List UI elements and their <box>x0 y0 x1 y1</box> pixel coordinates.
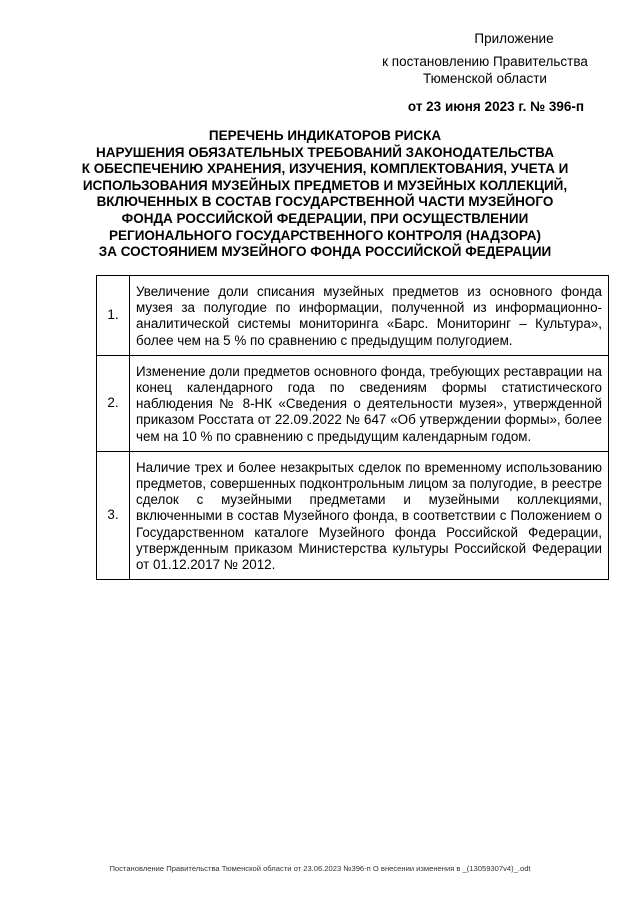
row-number: 1. <box>97 276 130 356</box>
table-row <box>97 451 609 579</box>
document-title <box>55 128 595 261</box>
table-row <box>97 355 609 451</box>
title-line: ИСПОЛЬЗОВАНИЯ МУЗЕЙНЫХ ПРЕДМЕТОВ И МУЗЕЙНЫХ КОЛЛЕКЦИЙ, <box>82 177 568 193</box>
title-line: НАРУШЕНИЯ ОБЯЗАТЕЛЬНЫХ ТРЕБОВАНИЙ ЗАКОНОДАТЕЛЬСТВА <box>96 144 554 160</box>
title-line: ФОНДА РОССИЙСКОЙ ФЕДЕРАЦИИ, ПРИ ОСУЩЕСТВЛЕНИИ <box>121 210 529 226</box>
row-number: 3. <box>97 451 130 579</box>
page-footer: Постановление Правительства Тюменской области от 23.06.2023 №396-п О внесении изменения в _(13059307v4)_.odt <box>109 864 531 873</box>
row-text: Наличие трех и более незакрытых сделок по временному использованию предметов, совершенных подконтрольным лицом за полугодие, в реестре сделок с музейными предметами и музейными коллекциями, включенными в состав Музейного фонда, в соответствии с Положением о Государственном каталоге Музейного фонда Российской Федерации, утвержденным приказом Министерства культуры Российской Федерации от 01.12.2017 № 2012. <box>130 451 609 579</box>
appendix-resolution-line: к постановлению Правительства <box>382 53 588 69</box>
title-line: ВКЛЮЧЕННЫХ В СОСТАВ ГОСУДАРСТВЕННОЙ ЧАСТИ МУЗЕЙНОГО <box>96 194 554 210</box>
appendix-header <box>360 30 610 115</box>
title-line: К ОБЕСПЕЧЕНИЮ ХРАНЕНИЯ, ИЗУЧЕНИЯ, КОМПЛЕКТОВАНИЯ, УЧЕТА И <box>81 161 569 177</box>
row-text: Изменение доли предметов основного фонда, требующих реставрации на конец календарного года по сведениям формы статистического наблюдения № 8-НК «Сведения о деятельности музея», утвержденной приказом Росстата от 22.09.2022 № 647 «Об утверждении формы», более чем на 10 % по сравнению с предыдущим календарным годом. <box>130 355 609 451</box>
title-line: ЗА СОСТОЯНИЕМ МУЗЕЙНОГО ФОНДА РОССИЙСКОЙ ФЕДЕРАЦИИ <box>98 244 552 260</box>
row-number: 2. <box>97 355 130 451</box>
row-text: Увеличение доли списания музейных предметов из основного фонда музея за полугодие по информации, полученной из информационно-аналитической системы мониторинга «Барс. Мониторинг – Культура», более чем на 5 % по сравнению с предыдущим полугодием. <box>130 276 609 356</box>
appendix-region-line: Тюменской области <box>423 71 547 86</box>
title-line: ПЕРЕЧЕНЬ ИНДИКАТОРОВ РИСКА <box>208 128 442 143</box>
title-line: РЕГИОНАЛЬНОГО ГОСУДАРСТВЕННОГО КОНТРОЛЯ (НАДЗОРА) <box>109 227 541 243</box>
appendix-label: Приложение <box>474 31 554 46</box>
table-row <box>97 276 609 356</box>
appendix-date-number: от 23 июня 2023 г. № 396-п <box>407 98 585 114</box>
risk-indicators-table <box>96 275 609 580</box>
